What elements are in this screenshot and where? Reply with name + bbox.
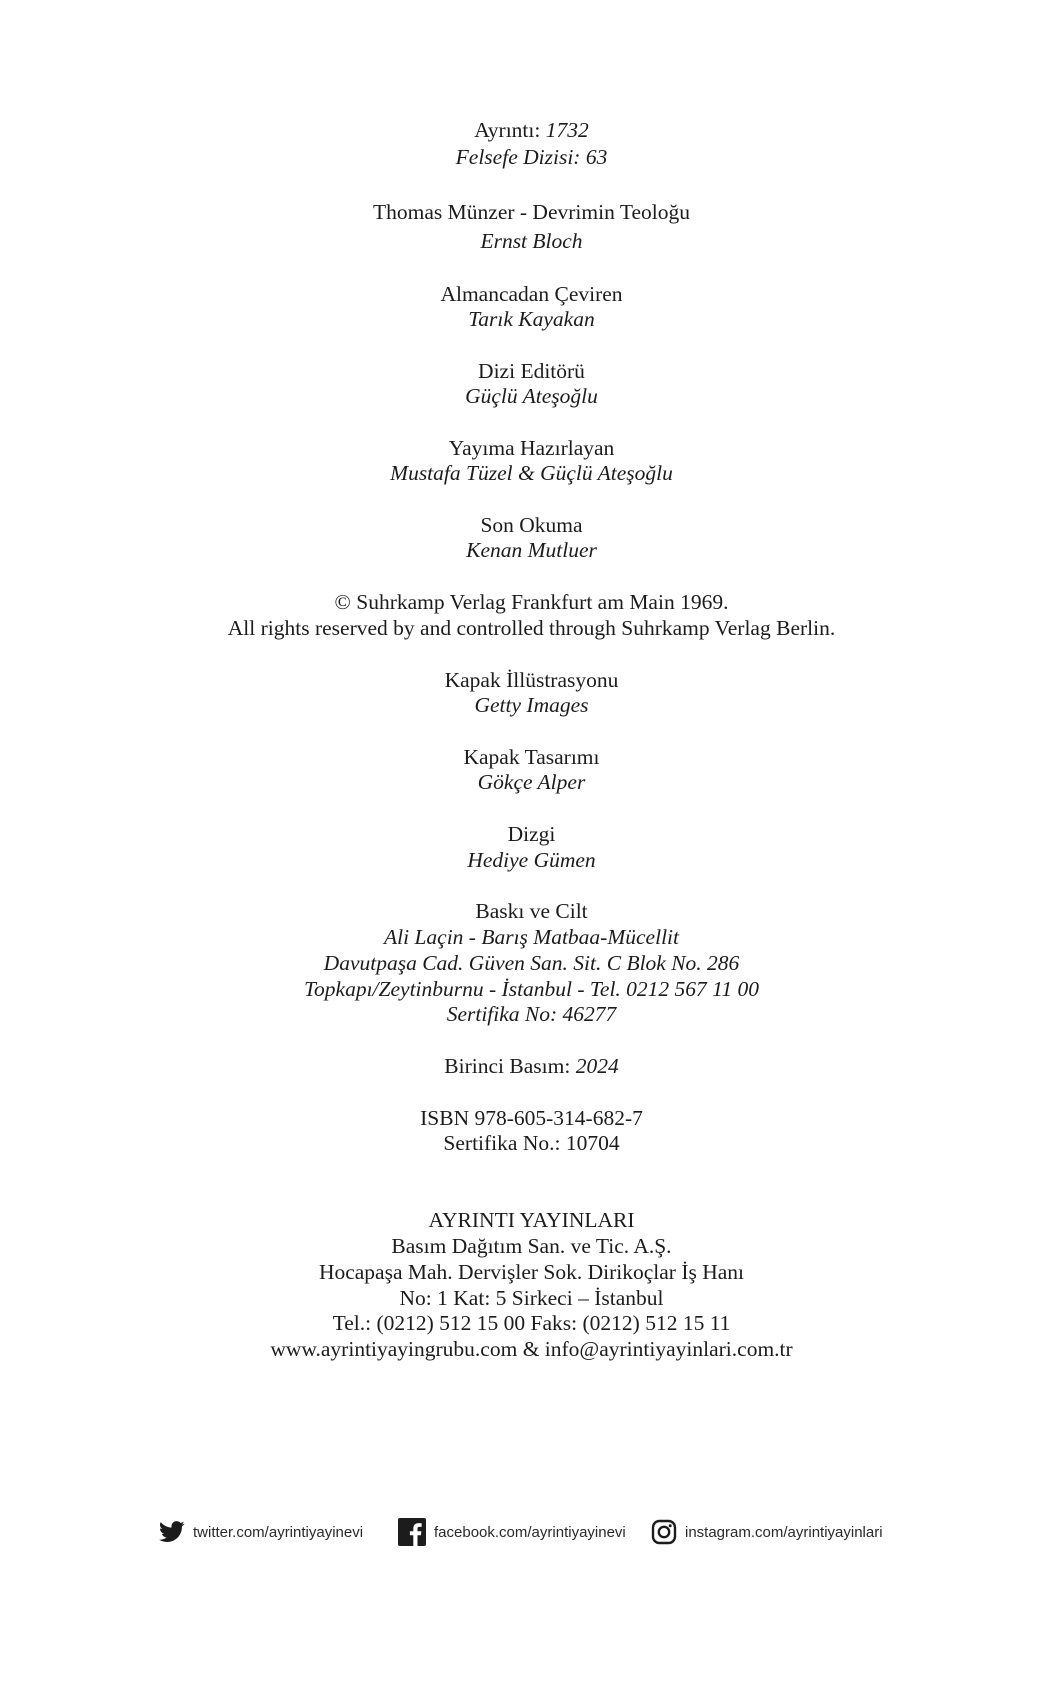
publisher-line-3: No: 1 Kat: 5 Sirkeci – İstanbul	[399, 1286, 664, 1310]
first-edition	[0, 1052, 1063, 1080]
certificate-number: Sertifika No.: 10704	[443, 1131, 620, 1155]
facebook-link[interactable]: facebook.com/ayrintiyayinevi	[434, 1523, 626, 1541]
book-author: Ernst Bloch	[480, 229, 583, 253]
isbn: ISBN 978-605-314-682-7	[420, 1106, 643, 1130]
publisher-line-1: Basım Dağıtım San. ve Tic. A.Ş.	[391, 1234, 672, 1258]
copyright-line-1: © Suhrkamp Verlag Frankfurt am Main 1969.	[334, 590, 729, 614]
proof: Kenan Mutluer	[466, 538, 597, 562]
prepared-label: Yayıma Hazırlayan	[448, 436, 615, 460]
publisher-line-2: Hocapaşa Mah. Dervişler Sok. Dirikoçlar İş Hanı	[318, 1260, 745, 1284]
prepared: Mustafa Tüzel & Güçlü Ateşoğlu	[390, 461, 673, 485]
editor: Güçlü Ateşoğlu	[465, 384, 598, 408]
printing-line-2: Davutpaşa Cad. Güven San. Sit. C Blok No. 286	[323, 951, 740, 975]
cover-illustration: Getty Images	[474, 693, 589, 717]
social-instagram[interactable]	[651, 1517, 883, 1547]
cover-design-label: Kapak Tasarımı	[463, 745, 600, 769]
printing-label: Baskı ve Cilt	[475, 899, 588, 923]
instagram-camera-icon	[651, 1519, 677, 1545]
publisher-line-5: www.ayrintiyayingrubu.com & info@ayrintiyayinlari.com.tr	[270, 1337, 793, 1361]
cover-illustration-label: Kapak İllüstrasyonu	[444, 668, 619, 692]
cover-design: Gökçe Alper	[477, 770, 586, 794]
series-line	[0, 116, 1063, 144]
translator: Tarık Kayakan	[468, 307, 595, 331]
facebook-f-icon	[398, 1518, 426, 1546]
twitter-bird-icon	[159, 1521, 185, 1543]
typesetting: Hediye Gümen	[467, 848, 596, 872]
twitter-link[interactable]: twitter.com/ayrintiyayinevi	[193, 1523, 364, 1541]
series-label: Ayrıntı:	[474, 118, 541, 142]
publisher-name: AYRINTI YAYINLARI	[428, 1208, 635, 1232]
translator-label: Almancadan Çeviren	[440, 282, 623, 306]
printing-line-1: Ali Laçin - Barış Matbaa-Mücellit	[384, 925, 679, 949]
social-twitter[interactable]	[159, 1517, 363, 1547]
instagram-link[interactable]: instagram.com/ayrintiyayinlari	[685, 1523, 883, 1541]
printing-line-4: Sertifika No: 46277	[446, 1002, 617, 1026]
first-edition-label: Birinci Basım:	[444, 1054, 571, 1078]
copyright-line-2: All rights reserved by and controlled through Suhrkamp Verlag Berlin.	[227, 616, 836, 640]
social-facebook[interactable]	[398, 1517, 626, 1547]
editor-label: Dizi Editörü	[478, 359, 585, 383]
printing-line-3: Topkapı/Zeytinburnu - İstanbul - Tel. 0212 567 11 00	[304, 977, 759, 1001]
first-edition-year: 2024	[575, 1054, 619, 1078]
subseries: Felsefe Dizisi: 63	[455, 145, 608, 169]
publisher-line-4: Tel.: (0212) 512 15 00 Faks: (0212) 512 15 11	[332, 1311, 731, 1335]
typesetting-label: Dizgi	[507, 822, 556, 846]
series-number: 1732	[545, 118, 589, 142]
book-title: Thomas Münzer - Devrimin Teoloğu	[373, 200, 690, 224]
proof-label: Son Okuma	[480, 513, 583, 537]
